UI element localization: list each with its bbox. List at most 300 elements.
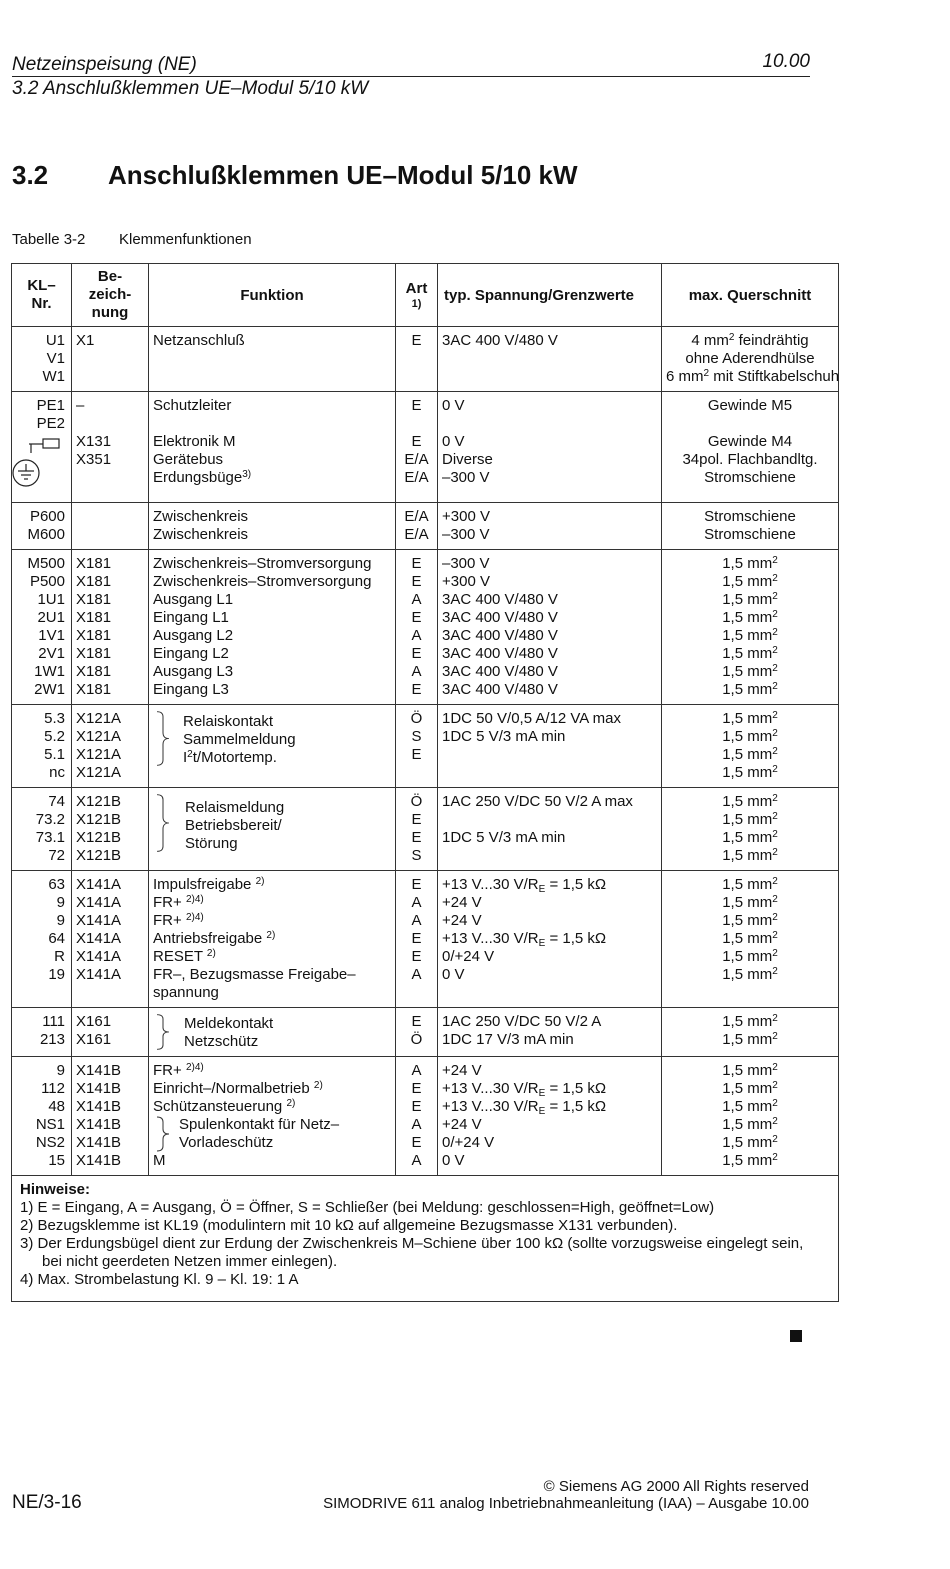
bez-value: X181 [76,591,112,608]
funktion-value: Eingang L1 [153,609,229,626]
art-value: E [411,930,422,947]
funktion-value: RESET $^{2)}$ [153,948,216,965]
col-funktion-header: Funktion [149,264,396,327]
qs-value: 1,5 $mm^2$ [722,1098,778,1115]
col-bez-header [72,264,149,327]
art-value: S [411,728,422,745]
spannung-value: +13 V...30 $V/R_E = 1,5$ kΩ [442,1080,607,1099]
spannung-value: 3AC 400 V/480 V [442,627,558,644]
col-bez-line: nung [91,304,129,321]
spannung-value: +24 V [442,1062,482,1079]
table-row [12,327,839,392]
spannung-value: 0/+24 V [442,1134,495,1151]
table-row [12,503,839,550]
art-value: E [411,397,422,414]
qs-value: Gewinde M5 [707,397,793,414]
qs-value [666,415,834,433]
footer-copyright: © Siemens AG 2000 All Rights reserved [543,1478,809,1495]
bez-value: X121A [76,764,122,781]
qs-value: Stromschiene [704,469,796,486]
art-value: E [411,573,422,590]
qs-value: 1,5 $mm^2$ [722,1080,778,1097]
bez-value: X161 [76,1013,112,1030]
cell-kl [12,1057,72,1176]
funktion-value: Einricht–/Normalbetrieb $^{2)}$ [153,1080,323,1097]
col-art-note: 1) [411,298,422,310]
art-value: A [411,966,422,983]
qs-value: 1,5 $mm^2$ [722,793,778,810]
cell-bez [72,550,149,705]
spannung-value: 0 V [442,1152,465,1169]
spannung-value [442,764,657,782]
cell-kl [12,788,72,871]
table-row [12,1008,839,1057]
cell-funktion [149,327,396,392]
art-value: A [411,627,422,644]
cell-querschnitt [662,327,839,392]
col-kl-line: Nr. [31,295,52,312]
cell-funktion [149,1057,396,1176]
art-value [400,415,433,433]
art-value: A [411,663,422,680]
cell-bez [72,392,149,503]
art-value: E [411,681,422,698]
bez-value: X141B [76,1134,122,1151]
kl-value: 73.2 [35,811,65,828]
cell-spannung [438,392,662,503]
ground-symbols [16,433,65,467]
kl-value: PE1 [36,397,65,414]
art-value: E [411,555,422,572]
qs-value: 1,5 $mm^2$ [722,829,778,846]
cell-funktion [149,705,396,788]
funktion-value: Elektronik M [153,433,236,450]
spannung-value [442,811,657,829]
cell-kl [12,550,72,705]
qs-value: 1,5 $mm^2$ [722,1152,778,1169]
funktion-value: Antriebsfreigabe $^{2)}$ [153,930,276,947]
art-value: E [411,948,422,965]
spannung-value [442,746,657,764]
section-title: Anschlußklemmen UE–Modul 5/10 kW [108,160,578,190]
cell-kl [12,1008,72,1057]
kl-value: W1 [42,368,65,385]
spannung-value: 3AC 400 V/480 V [442,681,558,698]
spannung-value: +300 V [442,508,490,525]
art-value: S [411,847,422,864]
spannung-value: 3AC 400 V/480 V [442,609,558,626]
art-value: E [411,1013,422,1030]
spannung-value: 0/+24 V [442,948,495,965]
funktion-value: Gerätebus [153,451,224,468]
art-value: Ö [410,793,423,810]
spannung-value: 1AC 250 V/DC 50 V/2 A max [442,793,633,810]
cell-bez [72,503,149,550]
art-value: E [411,645,422,662]
qs-value: 1,5 $mm^2$ [722,681,778,698]
cell-kl [12,705,72,788]
table-caption-title: Klemmenfunktionen [119,231,252,248]
funktion-value: Sammelmeldung [183,731,296,748]
col-art-label: Art [405,280,428,297]
bez-value: X121A [76,746,122,763]
curly-brace-icon [153,1013,175,1051]
spannung-value: –300 V [442,526,490,543]
col-bez-line: zeich- [88,286,132,303]
funktion-value: Betriebsbereit/ [185,817,282,834]
note-item: 4) Max. Strombelastung Kl. 9 – Kl. 19: 1 A [20,1271,299,1288]
col-art-header [396,264,438,327]
art-value [400,764,433,782]
running-header [12,53,368,101]
qs-value: 1,5 $mm^2$ [722,1134,778,1151]
funktion-value: Zwischenkreis [153,526,249,543]
cell-bez [72,1008,149,1057]
spannung-value: 1DC 5 V/3 mA min [442,829,566,846]
bez-value: X141B [76,1098,122,1115]
kl-value: nc [49,764,65,781]
qs-value: 1,5 $mm^2$ [722,573,778,590]
cell-art [396,788,438,871]
cell-spannung [438,705,662,788]
kl-value: 63 [48,876,65,893]
bez-value: X141A [76,876,122,893]
funktion-value: spannung [153,984,219,1001]
spannung-value: +24 V [442,912,482,929]
funktion-value: Ausgang L3 [153,663,234,680]
cell-kl [12,327,72,392]
art-value: A [411,591,422,608]
bez-value: X181 [76,609,112,626]
qs-value: 1,5 $mm^2$ [722,609,778,626]
kl-value: R [54,948,65,965]
kl-value: M600 [27,526,65,543]
bez-value: X181 [76,681,112,698]
cell-funktion [149,503,396,550]
funktion-value: Vorladeschütz [179,1134,274,1151]
funktion-value: Netzanschluß [153,332,245,349]
qs-value: 34pol. Flachbandltg. [682,451,818,468]
bez-value: X141B [76,1080,122,1097]
kl-value: 15 [48,1152,65,1169]
cell-spannung [438,327,662,392]
funktion-value: Schützansteuerung $^{2)}$ [153,1098,296,1115]
col-spannung-header: typ. Spannung/Grenzwerte [438,264,662,327]
qs-value: 1,5 $mm^2$ [722,811,778,828]
qs-value: 1,5 $mm^2$ [722,1116,778,1133]
art-value: E/A [404,526,429,543]
cell-querschnitt [662,705,839,788]
table-notes-row [12,1176,839,1302]
cell-querschnitt [662,550,839,705]
funktion-value: Zwischenkreis [153,508,249,525]
spannung-value: 1DC 50 V/0,5 A/12 VA max [442,710,621,727]
spannung-value: +13 V...30 $V/R_E = 1,5$ kΩ [442,876,607,895]
art-value: Ö [410,1031,423,1048]
kl-value: 64 [48,930,65,947]
art-value: A [411,1062,422,1079]
kl-value: 112 [41,1080,65,1097]
header-chapter: Netzeinspeisung (NE) [12,54,197,75]
qs-value: 1,5 $mm^2$ [722,948,778,965]
kl-value: 72 [48,847,65,864]
kl-value: 111 [42,1013,65,1030]
art-value: A [411,1152,422,1169]
spannung-value: 3AC 400 V/480 V [442,663,558,680]
cell-art [396,503,438,550]
cell-bez [72,871,149,1008]
spannung-value: 1AC 250 V/DC 50 V/2 A [442,1013,602,1030]
spannung-value: 1DC 17 V/3 mA min [442,1031,574,1048]
kl-value: 19 [48,966,65,983]
funktion-value: Impulsfreigabe $^{2)}$ [153,876,265,893]
bez-value: X121A [76,728,122,745]
end-marker [790,1330,802,1342]
cell-spannung [438,871,662,1008]
funktion-value: Zwischenkreis–Stromversorgung [153,555,372,572]
cell-querschnitt [662,503,839,550]
qs-value: 1,5 $mm^2$ [722,645,778,662]
funktion-value: Eingang L2 [153,645,229,662]
qs-value: 1,5 $mm^2$ [722,627,778,644]
cell-querschnitt [662,871,839,1008]
spannung-value: +13 V...30 $V/R_E = 1,5$ kΩ [442,1098,607,1117]
funktion-value: Schutzleiter [153,397,232,414]
spannung-value: +13 V...30 $V/R_E = 1,5$ kΩ [442,930,607,949]
funktion-value: Eingang L3 [153,681,229,698]
section-number: 3.2 [12,160,49,190]
funktion-value: Ausgang L1 [153,591,234,608]
qs-value: 1,5 $mm^2$ [722,894,778,911]
bez-value: X121B [76,847,122,864]
cell-art [396,392,438,503]
header-section: 3.2 Anschlußklemmen UE–Modul 5/10 kW [12,78,369,99]
cell-querschnitt [662,1057,839,1176]
bez-value: X121B [76,829,122,846]
qs-value: 1,5 $mm^2$ [722,728,778,745]
qs-value: ohne Aderendhülse [685,350,815,367]
bez-value: X141B [76,1152,122,1169]
spannung-value: –300 V [442,555,490,572]
kl-value: 5.1 [44,746,65,763]
cell-art [396,550,438,705]
funktion-value: Erdungsbüge$^{3)}$ [153,469,252,486]
spannung-value: 3AC 400 V/480 V [442,591,558,608]
spannung-value: 0 V [442,966,465,983]
cell-funktion [149,871,396,1008]
cell-bez [72,1057,149,1176]
funktion-value: Netzschütz [184,1033,259,1050]
kl-value: 9 [56,1062,65,1079]
cell-art [396,1008,438,1057]
art-value: A [411,912,422,929]
table-caption-number: Tabelle 3-2 [12,231,86,248]
bracketed-function [153,1013,391,1051]
spannung-value: +24 V [442,1116,482,1133]
funktion-value: FR+ $^{2)4)}$ [153,1062,204,1079]
qs-value: Gewinde M4 [707,433,793,450]
funktion-value: Meldekontakt [184,1015,274,1032]
qs-value: 1,5 $mm^2$ [722,764,778,781]
qs-value: 1,5 $mm^2$ [722,1031,778,1048]
qs-value: 1,5 $mm^2$ [722,663,778,680]
qs-value: 1,5 $mm^2$ [722,912,778,929]
qs-value: 1,5 $mm^2$ [722,746,778,763]
art-value: E [411,433,422,450]
kl-value: PE2 [36,415,65,432]
art-value: Ö [410,710,423,727]
bez-value: X181 [76,663,112,680]
cell-spannung [438,1008,662,1057]
chassis-ground-icon [11,433,67,493]
art-value: E [411,332,422,349]
cell-querschnitt [662,788,839,871]
table-row [12,871,839,1008]
art-value: E/A [404,469,429,486]
cell-bez [72,705,149,788]
kl-value: 1U1 [37,591,65,608]
cell-art [396,705,438,788]
spannung-value [442,847,657,865]
col-kl-header [12,264,72,327]
funktion-value: Ausgang L2 [153,627,234,644]
cell-querschnitt [662,392,839,503]
qs-value: 1,5 $mm^2$ [722,591,778,608]
bez-value: X1 [76,332,95,349]
cell-funktion [149,788,396,871]
cell-art [396,871,438,1008]
bracketed-function [153,1116,391,1152]
cell-spannung [438,1057,662,1176]
spannung-value: +300 V [442,573,490,590]
kl-value: 1V1 [38,627,65,644]
funktion-value: $I^2t$/Motortemp. [183,749,277,766]
col-querschnitt-header: max. Querschnitt [662,264,839,327]
cell-art [396,1057,438,1176]
art-value: A [411,894,422,911]
qs-value: 1,5 $mm^2$ [722,555,778,572]
kl-value: 9 [56,912,65,929]
bez-value: X181 [76,555,112,572]
col-kl-line: KL– [27,277,56,294]
page-number: NE/3-16 [12,1492,82,1513]
spannung-value: 0 V [442,433,465,450]
art-value: E [411,876,422,893]
spannung-value: Diverse [442,451,493,468]
bez-value: X141A [76,894,122,911]
spannung-value [442,415,657,433]
bez-value: X181 [76,627,112,644]
bracketed-function [153,710,391,767]
bez-value: X121A [76,710,122,727]
cell-bez [72,788,149,871]
cell-bez [72,327,149,392]
note-item: 3) Der Erdungsbügel dient zur Erdung der Zwischenkreis M–Schiene über 100 kΩ (sollte vorzugsweise eingelegt sein, [20,1235,804,1252]
kl-value: M500 [27,555,65,572]
art-value: E [411,1134,422,1151]
col-bez-line: Be- [97,268,123,285]
spannung-value: –300 V [442,469,490,486]
spannung-value: 0 V [442,397,465,414]
spannung-value: 3AC 400 V/480 V [442,645,558,662]
kl-value: 1W1 [34,663,65,680]
art-value: E/A [404,451,429,468]
kl-value: 2U1 [37,609,65,626]
curly-brace-icon [153,710,175,767]
qs-value: 1,5 $mm^2$ [722,930,778,947]
bez-value: X141B [76,1062,122,1079]
art-value: E [411,609,422,626]
qs-value: Stromschiene [704,526,796,543]
kl-value: 9 [56,894,65,911]
bez-value: X141B [76,1116,122,1133]
cell-querschnitt [662,1008,839,1057]
cell-funktion [149,392,396,503]
kl-value: 5.2 [44,728,65,745]
funktion-value: M [153,1152,166,1169]
bez-value: X161 [76,1031,112,1048]
cell-art [396,327,438,392]
note-item: 2) Bezugsklemme ist KL19 (modulintern mit 10 kΩ auf allgemeine Bezugsmasse X131 verbunden). [20,1217,678,1234]
bez-value: X351 [76,451,112,468]
kl-value: NS1 [35,1116,65,1133]
bez-value: X181 [76,645,112,662]
spannung-value: 1DC 5 V/3 mA min [442,728,566,745]
funktion-value: Relaismeldung [185,799,285,816]
cell-funktion [149,550,396,705]
qs-value: 1,5 $mm^2$ [722,876,778,893]
bez-value: X181 [76,573,112,590]
header-rule [12,76,810,77]
qs-value: 1,5 $mm^2$ [722,847,778,864]
art-value: E [411,1098,422,1115]
terminal-function-table [11,263,839,1302]
table-row [12,705,839,788]
table-row [12,788,839,871]
cell-spannung [438,550,662,705]
cell-funktion [149,1008,396,1057]
art-value: A [411,1116,422,1133]
art-value: E [411,746,422,763]
table-row [12,550,839,705]
kl-value: 2V1 [38,645,65,662]
table-header-row [12,264,839,327]
qs-value: 4 $mm^2$ feindrähtig [691,332,809,349]
kl-value: NS2 [35,1134,65,1151]
cell-kl [12,871,72,1008]
art-value: E [411,811,422,828]
bez-value: X141A [76,930,122,947]
qs-value: Stromschiene [704,508,796,525]
note-item: bei nicht geerdeten Netzen immer einlegen). [42,1253,338,1270]
kl-value: 74 [48,793,65,810]
art-value: E/A [404,508,429,525]
funktion-value [153,415,391,433]
kl-value: P600 [29,508,65,525]
funktion-value: Relaiskontakt [183,713,274,730]
table-row [12,1057,839,1176]
curly-brace-icon [153,1116,175,1152]
bez-value: X131 [76,433,112,450]
funktion-value: Spulenkontakt für Netz– [179,1116,340,1133]
art-value: E [411,1080,422,1097]
art-value: E [411,829,422,846]
cell-kl [12,392,72,503]
funktion-value: FR+ $^{2)4)}$ [153,894,204,911]
cell-kl [12,503,72,550]
bez-value: X121B [76,811,122,828]
spannung-value: 3AC 400 V/480 V [442,332,558,349]
